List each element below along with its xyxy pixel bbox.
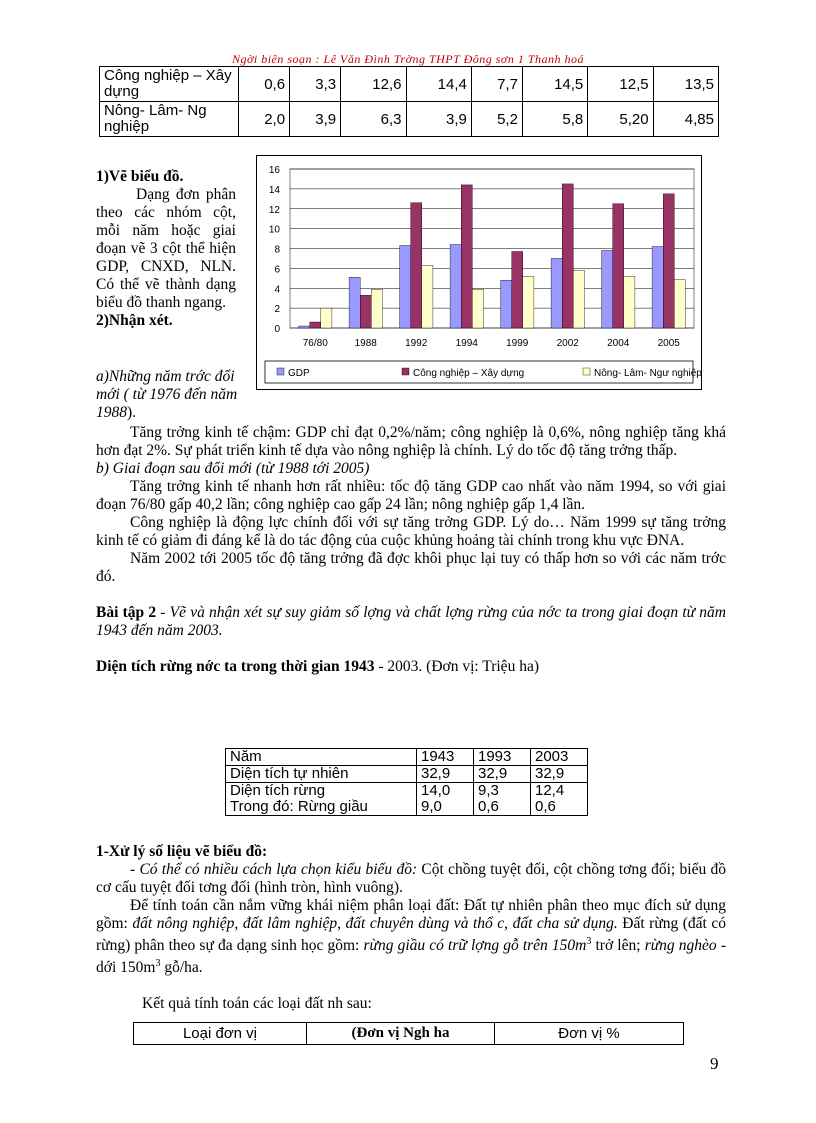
table-cell: 2,0 <box>239 102 290 137</box>
section3-title: 1-Xử lý số liệu vẽ biểu đồ: <box>96 843 268 860</box>
table-row <box>100 102 719 137</box>
table-cell: 9,0 <box>417 799 474 816</box>
y-tick-label: 10 <box>268 224 280 236</box>
table2-title <box>96 658 726 676</box>
y-tick-label: 14 <box>268 184 280 196</box>
table-cell: 32,9 <box>474 766 531 783</box>
y-tick-label: 2 <box>274 304 280 316</box>
table-cell: 12,4 <box>531 783 588 800</box>
section2a-tail: ). <box>127 404 137 421</box>
exercise2-dash: - <box>156 604 170 621</box>
x-tick-label: 2002 <box>556 338 579 349</box>
section1-text: Dạng đơn phân theo các nhóm cột, mỗi năm hoặc giai đoạn vẽ 3 cột thể hiện GDP, CNXD, NLN. Có thể vẽ thành dạng biểu đồ thanh ngang. <box>96 186 236 311</box>
table-header-cell: (Đơn vị Ngh ha <box>307 1023 495 1045</box>
table-header-cell: Năm <box>226 749 417 766</box>
bar-Công nghiệp – Xây dựng <box>562 184 573 328</box>
x-tick-label: 1994 <box>455 338 478 349</box>
y-tick-label: 16 <box>268 165 280 176</box>
section1-title: 1)Vẽ biểu đồ. <box>96 168 184 185</box>
section2-title: 2)Nhận xét. <box>96 312 173 329</box>
table-cell: 12,6 <box>341 67 406 102</box>
bar-Công nghiệp – Xây dựng <box>411 203 422 328</box>
p6-h: gỗ/ha. <box>160 959 203 977</box>
bar-Nông- Lâm- Ngư nghiệp <box>523 276 534 328</box>
bar-GDP <box>450 245 461 328</box>
row-label: Diện tích rừng <box>226 783 417 800</box>
table-cell: 0,6 <box>531 799 588 816</box>
table-header-cell: 1993 <box>474 749 531 766</box>
bar-GDP <box>349 277 360 328</box>
p6-c: Đất rừng (đất có rừng) phân theo sự đa dạng sinh học gồm: <box>96 915 726 955</box>
paragraph-5-italic: - Có thể có nhiều cách lựa chọn kiểu biểu đồ: <box>130 861 418 878</box>
p6-b: đất nông nghiệp, đất lâm nghiệp, đất chuyên dùng và thổ c, đất cha sử dụng. <box>132 915 618 932</box>
row-label: Diện tích tự nhiên <box>226 766 417 783</box>
bar-Công nghiệp – Xây dựng <box>310 322 321 328</box>
p6-sup: 3 <box>586 936 592 947</box>
table-cell: 0,6 <box>239 67 290 102</box>
exercise2-text: Vẽ và nhận xét sự suy giảm số lợng và chất lợng rừng của nớc ta trong giai đoạn từ năm 1943 đến năm 2003. <box>96 604 726 639</box>
bar-GDP <box>400 246 411 328</box>
table-cell: 32,9 <box>417 766 474 783</box>
y-tick-label: 0 <box>274 324 280 335</box>
section2b-heading: b) Giai đoạn sau đổi mới (từ 1988 tới 2005) <box>96 460 370 477</box>
table-cell: 3,9 <box>406 102 471 137</box>
section2-body <box>96 368 726 676</box>
paragraph-5-rest: Cột chồng tuyệt đối, cột chồng tơng đối; biểu đồ cơ cấu tuyệt đối tơng đối (hình tròn, hình vuông). <box>96 861 726 896</box>
bar-Nông- Lâm- Ngư nghiệp <box>371 289 382 328</box>
bar-Công nghiệp – Xây dựng <box>360 295 371 328</box>
p6-d: rừng giầu có trữ lợng gỗ trên 150m <box>363 937 587 955</box>
p6-a: Để tính toán cần nắm vững khái niệm phân loại đất: Đất tự nhiên phân theo mục đích sử dụng gồm: <box>96 897 726 932</box>
x-tick-label: 2005 <box>657 338 680 349</box>
x-tick-label: 2004 <box>607 338 630 349</box>
chart-svg <box>257 156 701 389</box>
bar-chart <box>256 155 702 390</box>
table2-title-bold: Diện tích rừng nớc ta trong thời gian 1943 <box>96 658 375 675</box>
section1-column <box>96 168 236 330</box>
bar-GDP <box>501 280 512 328</box>
bar-Công nghiệp – Xây dựng <box>663 194 674 328</box>
x-tick-label: 1988 <box>354 338 377 349</box>
page-header: Ngời biên soạn : Lê Văn Đình Trờng THPT Đông sơn 1 Thanh hoá <box>231 52 585 66</box>
table-cell: 4,85 <box>653 102 718 137</box>
bar-Công nghiệp – Xây dựng <box>461 185 472 328</box>
table-cell: 12,5 <box>588 67 653 102</box>
table-cell: 9,3 <box>474 783 531 800</box>
legend-label: GDP <box>288 368 310 379</box>
paragraph-3: Công nghiệp là động lực chính đối với sự tăng trởng GDP. Lý do… Năm 1999 sự tăng trởng kinh tế có giảm đi đáng kể là do tác động của cuộc khủng hoảng tài chính trong khu vực ĐNA. <box>96 514 726 549</box>
paragraph-1: Tăng trởng kinh tế chậm: GDP chỉ đạt 0,2%/năm; công nghiệp là 0,6%, nông nghiệp tăng khá hơn đạt 2%. Sự phát triển kinh tế dựa vào nông nghiệp là chính. Lý do tốc độ tăng trởng thấp. <box>96 424 726 459</box>
growth-table <box>99 66 719 137</box>
table-row <box>134 1023 684 1045</box>
table-cell: 3,9 <box>290 102 341 137</box>
bar-Nông- Lâm- Ngư nghiệp <box>674 280 685 328</box>
result-line: Kết quả tính toán các loại đất nh sau: <box>142 995 372 1013</box>
table-cell: 0,6 <box>474 799 531 816</box>
paragraph-5 <box>96 861 726 897</box>
table-cell: 5,2 <box>471 102 522 137</box>
bar-Nông- Lâm- Ngư nghiệp <box>472 289 483 328</box>
p6-sup2: 3 <box>155 958 161 970</box>
bar-Công nghiệp – Xây dựng <box>512 251 523 328</box>
bar-Nông- Lâm- Ngư nghiệp <box>422 265 433 328</box>
bar-GDP <box>551 258 562 328</box>
section3-body <box>96 843 726 1013</box>
table-cell: 7,7 <box>471 67 522 102</box>
row-label: Nông- Lâm- Ng nghiệp <box>100 102 239 137</box>
row-label: Công nghiệp – Xây dựng <box>100 67 239 102</box>
x-tick-label: 1999 <box>506 338 529 349</box>
exercise2-label: Bài tập 2 <box>96 604 157 621</box>
table-row <box>100 67 719 102</box>
x-tick-label: 1992 <box>405 338 428 349</box>
bar-Nông- Lâm- Ngư nghiệp <box>321 308 332 328</box>
legend-label: Công nghiệp – Xây dựng <box>413 368 525 379</box>
paragraph-4: Năm 2002 tới 2005 tốc độ tăng trởng đã đợc khôi phục lại tuy có thấp hơn so với các năm trớc đó. <box>96 550 726 585</box>
table-cell: 13,5 <box>653 67 718 102</box>
table-cell: 5,8 <box>522 102 587 137</box>
p6-g: - dới 150m <box>96 937 726 977</box>
bar-GDP <box>602 250 613 328</box>
legend-label: Nông- Lâm- Ngư nghiệp <box>594 368 701 379</box>
table-row <box>226 799 588 816</box>
table-header-cell: 1943 <box>417 749 474 766</box>
table-cell: 32,9 <box>531 766 588 783</box>
table2-title-rest: - 2003. (Đơn vị: Triệu ha) <box>374 658 539 675</box>
p6-e: trở lên; <box>591 937 645 955</box>
y-tick-label: 12 <box>268 204 280 216</box>
table-header-cell: Đơn vị % <box>495 1023 684 1045</box>
y-tick-label: 4 <box>274 284 280 296</box>
table-cell: 5,20 <box>588 102 653 137</box>
bar-Nông- Lâm- Ngư nghiệp <box>573 270 584 328</box>
table-row <box>226 749 588 766</box>
table-cell: 6,3 <box>341 102 406 137</box>
bar-GDP <box>652 247 663 328</box>
forest-table <box>225 748 588 816</box>
table-cell: 14,5 <box>522 67 587 102</box>
table-row <box>226 783 588 800</box>
exercise2 <box>96 604 726 640</box>
paragraph-6 <box>96 897 726 977</box>
table-cell: 3,3 <box>290 67 341 102</box>
p6-f: rừng nghèo <box>644 937 717 955</box>
bar-Nông- Lâm- Ngư nghiệp <box>624 276 635 328</box>
result-table <box>133 1022 684 1045</box>
table-row <box>226 766 588 783</box>
table-cell: 14,0 <box>417 783 474 800</box>
section2a-heading: a)Những năm trớc đổi mới ( từ 1976 đến năm 1988 <box>96 368 238 421</box>
table-cell: 14,4 <box>406 67 471 102</box>
page-number: 9 <box>710 1054 719 1073</box>
table-header-cell: 2003 <box>531 749 588 766</box>
table-header-cell: Loại đơn vị <box>134 1023 307 1045</box>
bar-Công nghiệp – Xây dựng <box>613 204 624 328</box>
paragraph-2: Tăng trởng kinh tế nhanh hơn rất nhiều: tốc độ tăng GDP cao nhất vào năm 1994, so với giai đoạn 76/80 gấp 40,2 lần; công nghiệp cao gấp 24 lần; nông nghiệp gấp 1,4 lần. <box>96 478 726 513</box>
y-tick-label: 6 <box>274 264 280 276</box>
bar-GDP <box>299 326 310 328</box>
row-label: Trong đó: Rừng giầu <box>226 799 417 816</box>
x-tick-label: 76/80 <box>302 338 328 349</box>
y-tick-label: 8 <box>274 244 280 256</box>
